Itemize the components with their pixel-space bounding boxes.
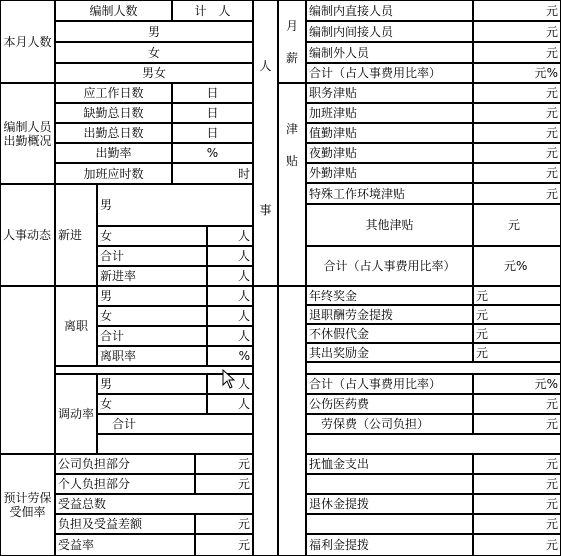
other-bonus-label: 其出奖励金	[306, 343, 473, 362]
bonus-spacer	[306, 362, 561, 374]
resign-total-label: 合计	[97, 326, 207, 346]
count-header: 计 人	[172, 0, 253, 21]
attendance-rate-unit: %	[172, 143, 253, 163]
position-allowance-label: 职务津贴	[306, 83, 473, 103]
injury-medical-label: 公伤医药费	[306, 394, 473, 414]
other-allowance-label: 其他津贴	[306, 204, 473, 246]
headcount-header: 编制人数	[55, 0, 172, 21]
resign-female-label: 女	[97, 306, 207, 326]
transfer-total-label: 合计	[97, 414, 253, 434]
new-hire-rate-label: 新进率	[97, 266, 207, 286]
salary-char-1: 月	[285, 18, 298, 33]
right-lower-spacer	[278, 286, 306, 556]
total-benefits-label: 受益总数	[55, 494, 253, 514]
special-env-allowance-unit: 元	[473, 183, 561, 204]
resign-blank-cell	[0, 286, 55, 454]
burden-benefit-diff-label: 负担及受益差额	[55, 514, 195, 534]
personnel-vertical-label	[253, 0, 278, 286]
new-female-unit: 人	[207, 226, 253, 246]
personnel-char-2: 事	[259, 203, 272, 217]
non-staff-label: 编制外人员	[306, 42, 473, 63]
company-share-label: 公司负担部分	[55, 454, 195, 474]
non-staff-unit: 元	[473, 42, 561, 63]
field-allowance-label: 外勤津贴	[306, 163, 473, 183]
welfare-provision-label: 福利金提拨	[306, 534, 473, 556]
staff-direct-label: 编制内直接人员	[306, 0, 473, 21]
headcount-female-label: 女	[55, 42, 253, 63]
overtime-allowance-unit: 元	[473, 103, 561, 123]
overtime-hours-label: 加班应时数	[55, 163, 172, 184]
retirement-provision-label: 退休金提拨	[306, 494, 473, 514]
retirement-blank-unit: 元	[473, 514, 561, 534]
allowance-total-ratio-unit: 元%	[473, 246, 561, 286]
labor-insurance-company-label: 劳保费（公司负担）	[306, 414, 473, 434]
headcount-male-female-label: 男女	[55, 63, 253, 83]
turnover-rate-unit: %	[207, 346, 253, 366]
monthly-salary-vertical-label	[278, 0, 306, 83]
staff-direct-unit: 元	[473, 0, 561, 21]
resign-female-unit: 人	[207, 306, 253, 326]
salary-total-ratio-label: 合计（占人事费用比率）	[306, 63, 473, 83]
field-allowance-unit: 元	[473, 163, 561, 183]
labor-insurance-company-unit: 元	[473, 414, 561, 434]
turnover-rate-label: 离职率	[97, 346, 207, 366]
insurance-blank	[306, 434, 561, 454]
transfer-male-label: 男	[97, 374, 207, 394]
company-share-unit: 元	[195, 454, 253, 474]
allowance-vertical-label	[278, 83, 306, 286]
transfer-blank	[97, 434, 253, 454]
expected-workdays-unit: 日	[172, 83, 253, 103]
salary-char-2: 薪	[285, 50, 298, 65]
attendance-days-label: 出勤总日数	[55, 123, 172, 143]
attendance-rate-label: 出勤率	[55, 143, 172, 163]
other-bonus-unit: 元	[473, 343, 561, 362]
mouse-cursor-icon	[222, 369, 236, 389]
personnel-changes-label: 人事动态	[0, 184, 55, 286]
resignations-label: 离职	[55, 286, 97, 366]
allowance-char-2: 贴	[285, 153, 298, 168]
retirement-blank	[306, 514, 473, 534]
allowance-char-1: 津	[285, 121, 298, 136]
personal-share-label: 个人负担部分	[55, 474, 195, 494]
absence-days-label: 缺勤总日数	[55, 103, 172, 123]
overtime-allowance-label: 加班津贴	[306, 103, 473, 123]
new-female-label: 女	[97, 226, 207, 246]
year-end-bonus-unit: 元	[473, 286, 561, 305]
transfer-rate-label: 调动率	[55, 374, 97, 454]
severance-provision-unit: 元	[473, 305, 561, 324]
injury-medical-unit: 元	[473, 394, 561, 414]
unused-leave-pay-label: 不休假代金	[306, 324, 473, 343]
personnel-char-1: 人	[259, 59, 272, 73]
staff-indirect-unit: 元	[473, 21, 561, 42]
pension-payment-label: 抚恤金支出	[306, 454, 473, 474]
bonus-total-ratio-label: 合计（占人事费用比率）	[306, 374, 473, 394]
transfer-male-unit: 人	[207, 374, 253, 394]
expected-workdays-label: 应工作日数	[55, 83, 172, 103]
benefit-rate-unit: 元	[195, 534, 253, 556]
monthly-headcount-label: 本月人数	[0, 0, 55, 83]
personnel-column-lower	[253, 286, 278, 556]
duty-allowance-unit: 元	[473, 123, 561, 143]
salary-total-ratio-unit: 元%	[473, 63, 561, 83]
night-allowance-unit: 元	[473, 143, 561, 163]
pension-blank	[306, 474, 473, 494]
transfer-female-unit: 人	[207, 394, 253, 414]
new-hire-rate-unit: 人	[207, 266, 253, 286]
transfer-female-label: 女	[97, 394, 207, 414]
absence-days-unit: 日	[172, 103, 253, 123]
other-allowance-unit: 元	[473, 204, 561, 246]
attendance-label: 编制人员出勤概况	[0, 83, 55, 184]
attendance-days-unit: 日	[172, 123, 253, 143]
staff-indirect-label: 编制内间接人员	[306, 21, 473, 42]
bonus-total-ratio-unit: 元%	[473, 374, 561, 394]
resign-male-unit: 人	[207, 286, 253, 306]
benefit-rate-label: 受益率	[55, 534, 195, 556]
new-male-label: 男	[97, 184, 253, 226]
resign-total-unit: 人	[207, 326, 253, 346]
position-allowance-unit: 元	[473, 83, 561, 103]
special-env-allowance-label: 特殊工作环境津贴	[306, 183, 473, 204]
labor-insurance-rate-label: 预计劳保受佃率	[0, 454, 55, 556]
retirement-provision-unit: 元	[473, 494, 561, 514]
severance-provision-label: 退职酬劳金提拨	[306, 305, 473, 324]
pension-payment-unit: 元	[473, 454, 561, 474]
burden-benefit-diff-unit: 元	[195, 514, 253, 534]
year-end-bonus-label: 年终奖金	[306, 286, 473, 305]
new-total-label: 合计	[97, 246, 207, 266]
resign-male-label: 男	[97, 286, 207, 306]
welfare-provision-unit: 元	[473, 534, 561, 556]
allowance-total-ratio-label: 合计（占人事费用比率）	[306, 246, 473, 286]
personal-share-unit: 元	[195, 474, 253, 494]
overtime-hours-unit: 时	[172, 163, 253, 184]
new-total-unit: 人	[207, 246, 253, 266]
unused-leave-pay-unit: 元	[473, 324, 561, 343]
headcount-male-label: 男	[55, 21, 253, 42]
night-allowance-label: 夜勤津贴	[306, 143, 473, 163]
pension-blank-unit: 元	[473, 474, 561, 494]
new-hires-label: 新进	[55, 184, 97, 286]
duty-allowance-label: 值勤津贴	[306, 123, 473, 143]
